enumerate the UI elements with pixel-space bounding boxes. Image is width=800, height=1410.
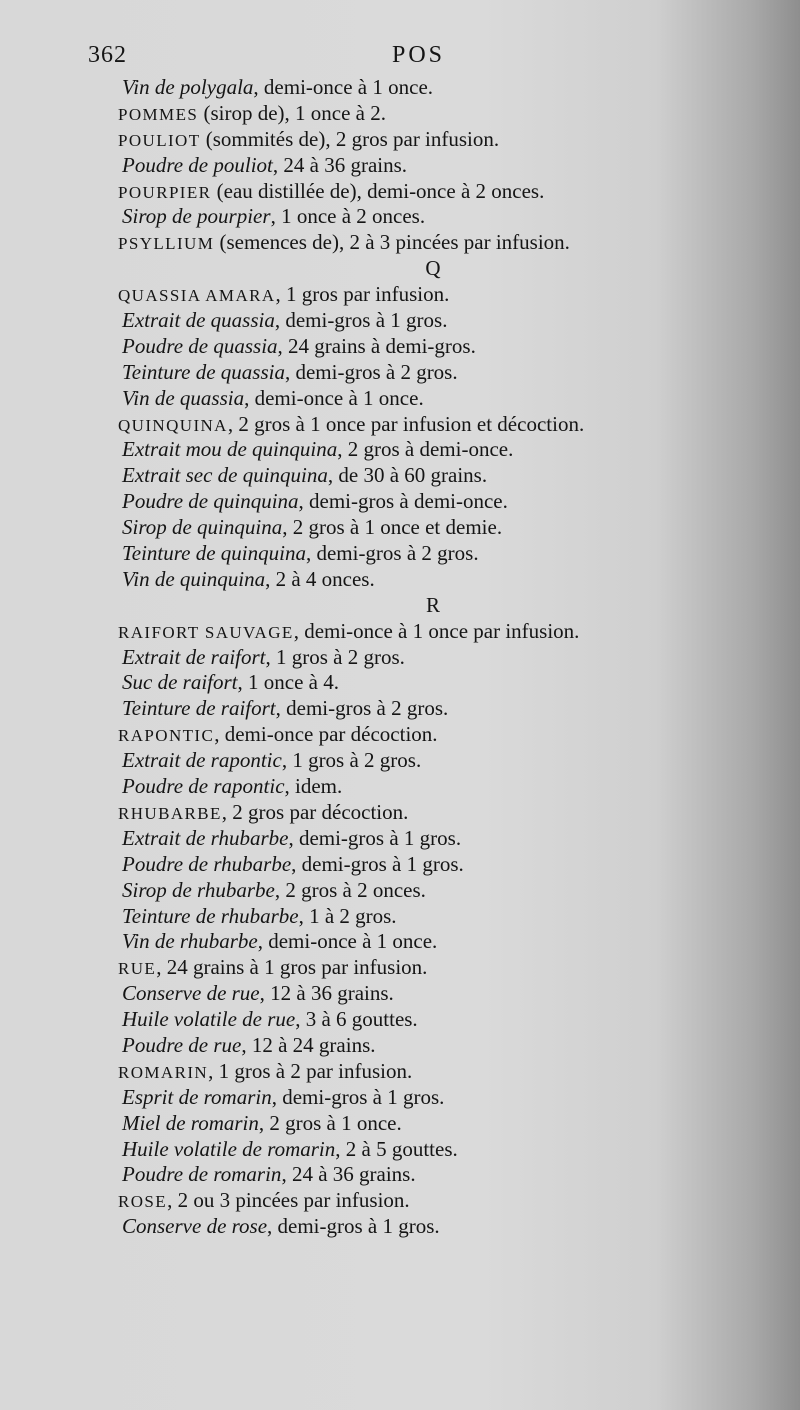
entry-name: QUINQUINA bbox=[118, 415, 228, 435]
preparation-name: Teinture de raifort bbox=[122, 696, 276, 721]
preparation-name: Suc de raifort bbox=[122, 670, 238, 695]
preparation-name: Sirop de quinquina bbox=[122, 515, 283, 540]
preparation-name: Poudre de quassia bbox=[122, 333, 278, 358]
dosage-text: , 1 à 2 gros. bbox=[298, 903, 397, 928]
preparation-name: Teinture de rhubarbe bbox=[122, 903, 299, 928]
preparation-line bbox=[118, 437, 718, 463]
preparation-line bbox=[118, 1162, 718, 1188]
dosage-text: , 2 gros à 2 onces. bbox=[274, 877, 426, 902]
preparation-name: Vin de quassia bbox=[122, 385, 245, 410]
dosage-text: (eau distillée de), demi-once à 2 onces. bbox=[211, 178, 545, 203]
preparation-name: Poudre de rapontic bbox=[122, 774, 285, 799]
entry-name: QUASSIA AMARA bbox=[118, 286, 276, 306]
preparation-line bbox=[118, 645, 718, 671]
page-header bbox=[0, 42, 800, 72]
dosage-text: , demi-once à 1 once. bbox=[257, 929, 438, 954]
preparation-line bbox=[118, 1111, 718, 1137]
dosage-text: , 1 gros à 2 gros. bbox=[265, 644, 405, 669]
dosage-text: (semences de), 2 à 3 pincées par infusion. bbox=[214, 230, 570, 255]
preparation-line bbox=[118, 748, 718, 774]
entry-line bbox=[118, 800, 718, 826]
dosage-text: (sommités de), 2 gros par infusion. bbox=[200, 126, 500, 151]
preparation-line bbox=[118, 774, 718, 800]
dosage-text: , demi-gros à 2 gros. bbox=[275, 696, 449, 721]
dosage-text: (sirop de), 1 once à 2. bbox=[198, 100, 386, 125]
preparation-line bbox=[118, 541, 718, 567]
dosage-text: , demi-gros à 1 gros. bbox=[274, 308, 448, 333]
dosage-text: , 24 grains à 1 gros par infusion. bbox=[156, 955, 428, 980]
preparation-name: Conserve de rue bbox=[122, 981, 260, 1006]
preparation-line bbox=[118, 878, 718, 904]
preparation-line bbox=[118, 1214, 718, 1240]
running-head: POS bbox=[392, 42, 446, 68]
dosage-text: , 24 à 36 grains. bbox=[281, 1162, 416, 1187]
page-number: 362 bbox=[88, 42, 127, 68]
preparation-line bbox=[118, 334, 718, 360]
dosage-text: , 1 gros à 2 gros. bbox=[281, 748, 422, 773]
dosage-text: , 1 once à 2 onces. bbox=[270, 204, 426, 229]
entry-line bbox=[118, 619, 718, 645]
preparation-name: Extrait de rapontic bbox=[122, 748, 282, 773]
entry-name: PSYLLIUM bbox=[118, 234, 215, 254]
preparation-line bbox=[118, 696, 718, 722]
dosage-text: , demi-gros à 1 gros. bbox=[291, 851, 464, 876]
preparation-line bbox=[118, 1085, 718, 1111]
entry-line bbox=[118, 127, 718, 153]
preparation-name: Teinture de quinquina bbox=[122, 541, 306, 566]
dosage-text: , idem. bbox=[284, 774, 343, 799]
preparation-line bbox=[118, 981, 718, 1007]
preparation-line bbox=[118, 489, 718, 515]
entry-line bbox=[118, 722, 718, 748]
preparation-line bbox=[118, 204, 718, 230]
preparation-name: Huile volatile de rue bbox=[122, 1007, 296, 1032]
dosage-text: , demi-once à 1 once. bbox=[253, 75, 434, 99]
preparation-name: Poudre de quinquina bbox=[122, 489, 299, 514]
preparation-name: Vin de polygala bbox=[122, 75, 254, 99]
preparation-line bbox=[118, 386, 718, 412]
dosage-text: , 2 à 5 gouttes. bbox=[335, 1136, 458, 1161]
dosage-list bbox=[118, 75, 718, 1240]
preparation-line bbox=[118, 567, 718, 593]
dosage-text: , demi-gros à 1 gros. bbox=[271, 1084, 445, 1109]
preparation-name: Extrait de quassia bbox=[122, 308, 275, 333]
entry-name: POMMES bbox=[118, 104, 199, 124]
dosage-text: , 1 gros par infusion. bbox=[275, 282, 450, 307]
preparation-line bbox=[118, 929, 718, 955]
entry-name: POULIOT bbox=[118, 130, 201, 150]
dosage-text: , demi-once à 1 once. bbox=[244, 385, 424, 410]
dosage-text: , 12 à 24 grains. bbox=[241, 1032, 376, 1057]
preparation-name: Extrait mou de quinquina bbox=[122, 437, 338, 462]
preparation-line bbox=[118, 75, 718, 101]
entry-line bbox=[118, 955, 718, 981]
preparation-line bbox=[118, 852, 718, 878]
preparation-line bbox=[118, 670, 718, 696]
preparation-name: Miel de romarin bbox=[122, 1110, 259, 1135]
dosage-text: , demi-gros à demi-once. bbox=[298, 489, 508, 514]
entry-line bbox=[118, 230, 718, 256]
preparation-name: Poudre de romarin bbox=[122, 1162, 282, 1187]
preparation-line bbox=[118, 360, 718, 386]
entry-name: POURPIER bbox=[118, 182, 212, 202]
preparation-name: Huile volatile de romarin bbox=[122, 1136, 336, 1161]
dosage-text: , 3 à 6 gouttes. bbox=[295, 1007, 418, 1032]
section-letter: Q bbox=[425, 256, 441, 281]
section-letter: R bbox=[425, 592, 440, 617]
entry-line bbox=[118, 179, 718, 205]
entry-line bbox=[118, 282, 718, 308]
entry-line bbox=[118, 101, 718, 127]
preparation-name: Extrait de rhubarbe bbox=[122, 825, 289, 850]
dosage-text: , 2 gros à 1 once et demie. bbox=[282, 515, 503, 540]
entry-name: RAIFORT SAUVAGE bbox=[118, 622, 294, 642]
entry-line bbox=[118, 1059, 718, 1085]
dosage-text: , 1 once à 4. bbox=[237, 670, 339, 695]
preparation-name: Teinture de quassia bbox=[122, 359, 285, 384]
dosage-text: , 2 gros à 1 once par infusion et décoction. bbox=[227, 411, 585, 436]
entry-name: ROSE bbox=[118, 1192, 168, 1212]
dosage-text: , 24 grains à demi-gros. bbox=[277, 333, 476, 358]
dosage-text: , demi-once à 1 once par infusion. bbox=[293, 618, 580, 643]
dosage-text: , 2 gros par décoction. bbox=[221, 799, 409, 824]
preparation-line bbox=[118, 1033, 718, 1059]
preparation-line bbox=[118, 1007, 718, 1033]
dosage-text: , demi-gros à 1 gros. bbox=[288, 825, 462, 850]
dosage-text: , 1 gros à 2 par infusion. bbox=[208, 1058, 413, 1083]
entry-name: RUE bbox=[118, 959, 157, 979]
dosage-text: , de 30 à 60 grains. bbox=[327, 463, 488, 488]
preparation-line bbox=[118, 308, 718, 334]
preparation-line bbox=[118, 463, 718, 489]
dosage-text: , demi-once par décoction. bbox=[214, 722, 438, 747]
preparation-name: Poudre de rue bbox=[122, 1032, 242, 1057]
preparation-name: Extrait sec de quinquina bbox=[122, 463, 328, 488]
dosage-text: , 12 à 36 grains. bbox=[259, 981, 394, 1006]
dosage-text: , demi-gros à 2 gros. bbox=[305, 541, 479, 566]
dosage-text: , 2 gros à demi-once. bbox=[337, 437, 514, 462]
entry-line bbox=[118, 1188, 718, 1214]
dosage-text: , 2 gros à 1 once. bbox=[258, 1110, 402, 1135]
preparation-name: Extrait de raifort bbox=[122, 644, 266, 669]
preparation-name: Conserve de rose bbox=[122, 1214, 268, 1239]
preparation-line bbox=[118, 904, 718, 930]
preparation-name: Vin de rhubarbe bbox=[122, 929, 258, 954]
preparation-name: Esprit de romarin bbox=[122, 1084, 272, 1109]
entry-name: RAPONTIC bbox=[118, 726, 215, 746]
preparation-line bbox=[118, 826, 718, 852]
dosage-text: , 2 ou 3 pincées par infusion. bbox=[167, 1188, 410, 1213]
entry-name: ROMARIN bbox=[118, 1062, 209, 1082]
entry-name: RHUBARBE bbox=[118, 803, 222, 823]
preparation-name: Poudre de rhubarbe bbox=[122, 851, 292, 876]
preparation-line bbox=[118, 515, 718, 541]
entry-line bbox=[118, 412, 718, 438]
preparation-line bbox=[118, 153, 718, 179]
dosage-text: , 2 à 4 onces. bbox=[265, 566, 375, 591]
preparation-name: Sirop de rhubarbe bbox=[122, 877, 275, 902]
dosage-text: , 24 à 36 grains. bbox=[272, 152, 408, 177]
preparation-line bbox=[118, 1137, 718, 1163]
dosage-text: , demi-gros à 2 gros. bbox=[284, 359, 458, 384]
preparation-name: Poudre de pouliot bbox=[122, 152, 273, 177]
dosage-text: , demi-gros à 1 gros. bbox=[267, 1214, 440, 1239]
preparation-name: Sirop de pourpier bbox=[122, 204, 271, 229]
preparation-name: Vin de quinquina bbox=[122, 566, 266, 591]
